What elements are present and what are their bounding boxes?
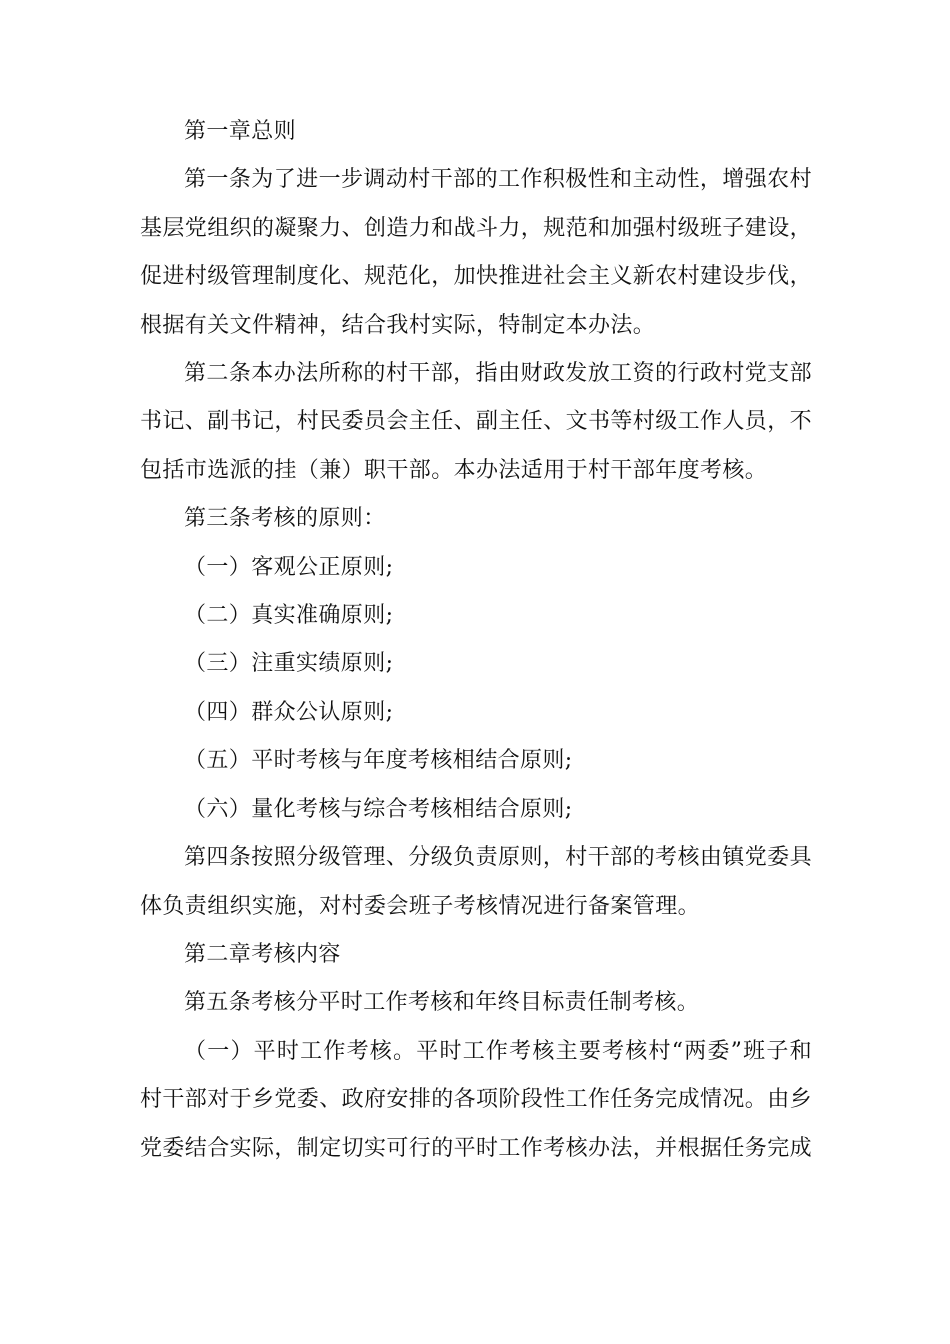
article-4-paragraph: 第四条按照分级管理、分级负责原则，村干部的考核由镇党委具体负责组织实施，对村委会班子考核情况进行备案管理。 [140, 845, 812, 919]
principle-item-3: （三）注重实绩原则; [184, 651, 394, 677]
principle-item-4: （四）群众公认原则; [184, 699, 394, 725]
chapter-heading-general: 第一章总则 [184, 119, 297, 144]
document-body [140, 108, 812, 1173]
article-3-paragraph: 第三条考核的原则： [184, 506, 386, 532]
principle-item-5: （五）平时考核与年度考核相结合原则; [184, 748, 573, 774]
principle-item-2: （二）真实准确原则; [184, 603, 394, 629]
article-5-paragraph: 第五条考核分平时工作考核和年终目标责任制考核。 [184, 990, 700, 1016]
principle-item-1: （一）客观公正原则; [184, 554, 394, 580]
article-1-paragraph: 第一条为了进一步调动村干部的工作积极性和主动性，增强农村基层党组织的凝聚力、创造力和战斗力，规范和加强村级班子建设，促进村级管理制度化、规范化，加快推进社会主义新农村建设步伐，根据有关文件精神，结合我村实际，特制定本办法。 [140, 167, 813, 338]
principle-item-6: （六）量化考核与综合考核相结合原则; [184, 796, 573, 822]
regular-assessment-paragraph: （一）平时工作考核。平时工作考核主要考核村“两委”班子和村干部对于乡党委、政府安排的各项阶段性工作任务完成情况。由乡党委结合实际，制定切实可行的平时工作考核办法，并根据任务完成 [140, 1038, 813, 1161]
article-2-paragraph: 第二条本办法所称的村干部，指由财政发放工资的行政村党支部书记、副书记，村民委员会主任、副主任、文书等村级工作人员，不包括市选派的挂（兼）职干部。本办法适用于村干部年度考核。 [140, 361, 813, 483]
chapter-heading-assessment-content: 第二章考核内容 [184, 941, 341, 967]
